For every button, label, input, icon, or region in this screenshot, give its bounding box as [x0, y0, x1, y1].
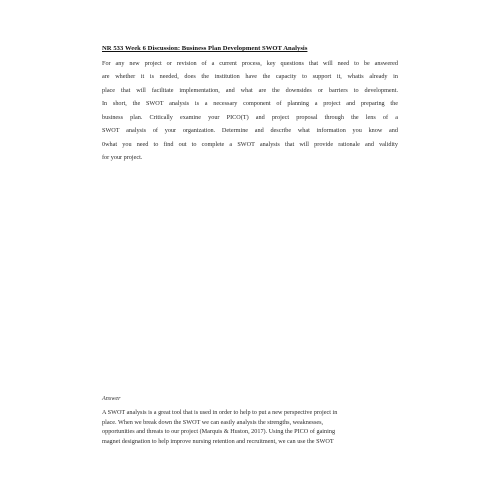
answer-line: place. When we break down the SWOT we can easily analysis the strengths, weaknesses, — [102, 418, 324, 426]
prompt-line: SWOT analysis of your organization. Determine and describe what information you know and — [102, 127, 398, 135]
document-title: NR 533 Week 6 Discussion: Business Plan Development SWOT Analysis — [102, 45, 308, 52]
prompt-line: for your project. — [102, 154, 143, 162]
answer-body — [102, 408, 398, 446]
prompt-line: are whether it is needed, does the institution have the capacity to support it, whatis already in — [102, 73, 398, 81]
prompt-line: place that will facilitate implementation, and what are the downsides or barriers to development. — [102, 86, 398, 94]
answer-line: magnet designation to help improve nursing retention and recruitment, we can use the SWOT — [102, 437, 334, 445]
prompt-line: For any new project or revision of a current process, key questions that will need to be answered — [102, 60, 398, 67]
discussion-prompt — [102, 57, 398, 165]
prompt-line: In short, the SWOT analysis is a necessary component of planning a project and preparing the — [102, 100, 398, 108]
prompt-line: business plan. Critically examine your PICO(T) and project proposal through the lens of a — [102, 113, 398, 121]
prompt-line: 0what you need to find out to complete a SWOT analysis that will provide rationale and validity — [102, 140, 398, 148]
answer-line: A SWOT analysis is a great tool that is used in order to help to put a new perspective project in — [102, 409, 338, 416]
answer-line: opportunities and threats to our project (Marquis & Huston, 2017). Using the PICO of gaining — [102, 428, 336, 435]
answer-heading: Answer — [102, 395, 121, 402]
